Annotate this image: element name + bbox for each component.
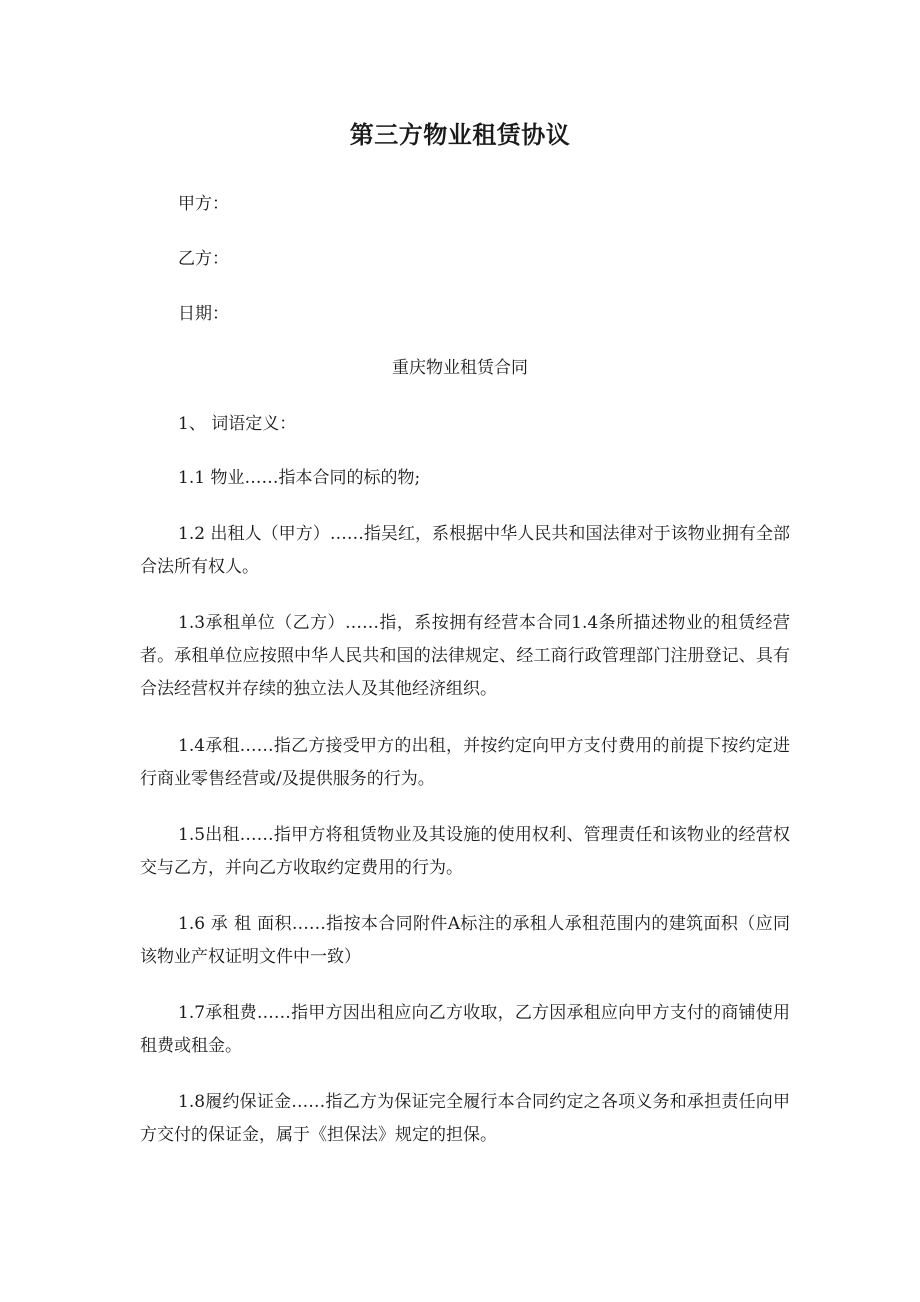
document-title: 第三方物业租赁协议: [349, 121, 571, 149]
section-heading: 1、 词语定义：: [178, 414, 297, 434]
clause-1-6: 1.6 承 租 面积……指按本合同附件A标注的承租人承租范围内的建筑面积（应同该物业产权证明文件中一致）: [140, 914, 790, 967]
clause-1-3: 1.3承租单位（乙方）……指，系按拥有经营本合同1.4条所描述物业的租赁经营者。承租单位应按照中华人民共和国的法律规定、经工商行政管理部门注册登记、具有合法经营权并存续的独立法人及其他经济组织。: [140, 613, 790, 699]
clause-1-8: 1.8履约保证金……指乙方为保证完全履行本合同约定之各项义务和承担责任向甲方交付的保证金，属于《担保法》规定的担保。: [140, 1092, 790, 1145]
clause-1-7: 1.7承租费……指甲方因出租应向乙方收取，乙方因承租应向甲方支付的商铺使用租费或租金。: [140, 1003, 790, 1056]
clause-1-2: 1.2 出租人（甲方）……指吴红，系根据中华人民共和国法律对于该物业拥有全部合法所有权人。: [140, 524, 790, 577]
party-a-field: 甲方：: [178, 194, 229, 214]
clause-1-5: 1.5出租……指甲方将租赁物业及其设施的使用权利、管理责任和该物业的经营权交与乙方，并向乙方收取约定费用的行为。: [140, 825, 790, 878]
clause-1-1: 1.1 物业……指本合同的标的物;: [178, 468, 421, 488]
contract-subtitle: 重庆物业租赁合同: [392, 358, 528, 378]
party-b-field: 乙方：: [178, 249, 229, 269]
clause-1-4: 1.4承租……指乙方接受甲方的出租，并按约定向甲方支付费用的前提下按约定进行商业零售经营或/及提供服务的行为。: [140, 736, 790, 789]
date-field: 日期：: [178, 304, 229, 324]
